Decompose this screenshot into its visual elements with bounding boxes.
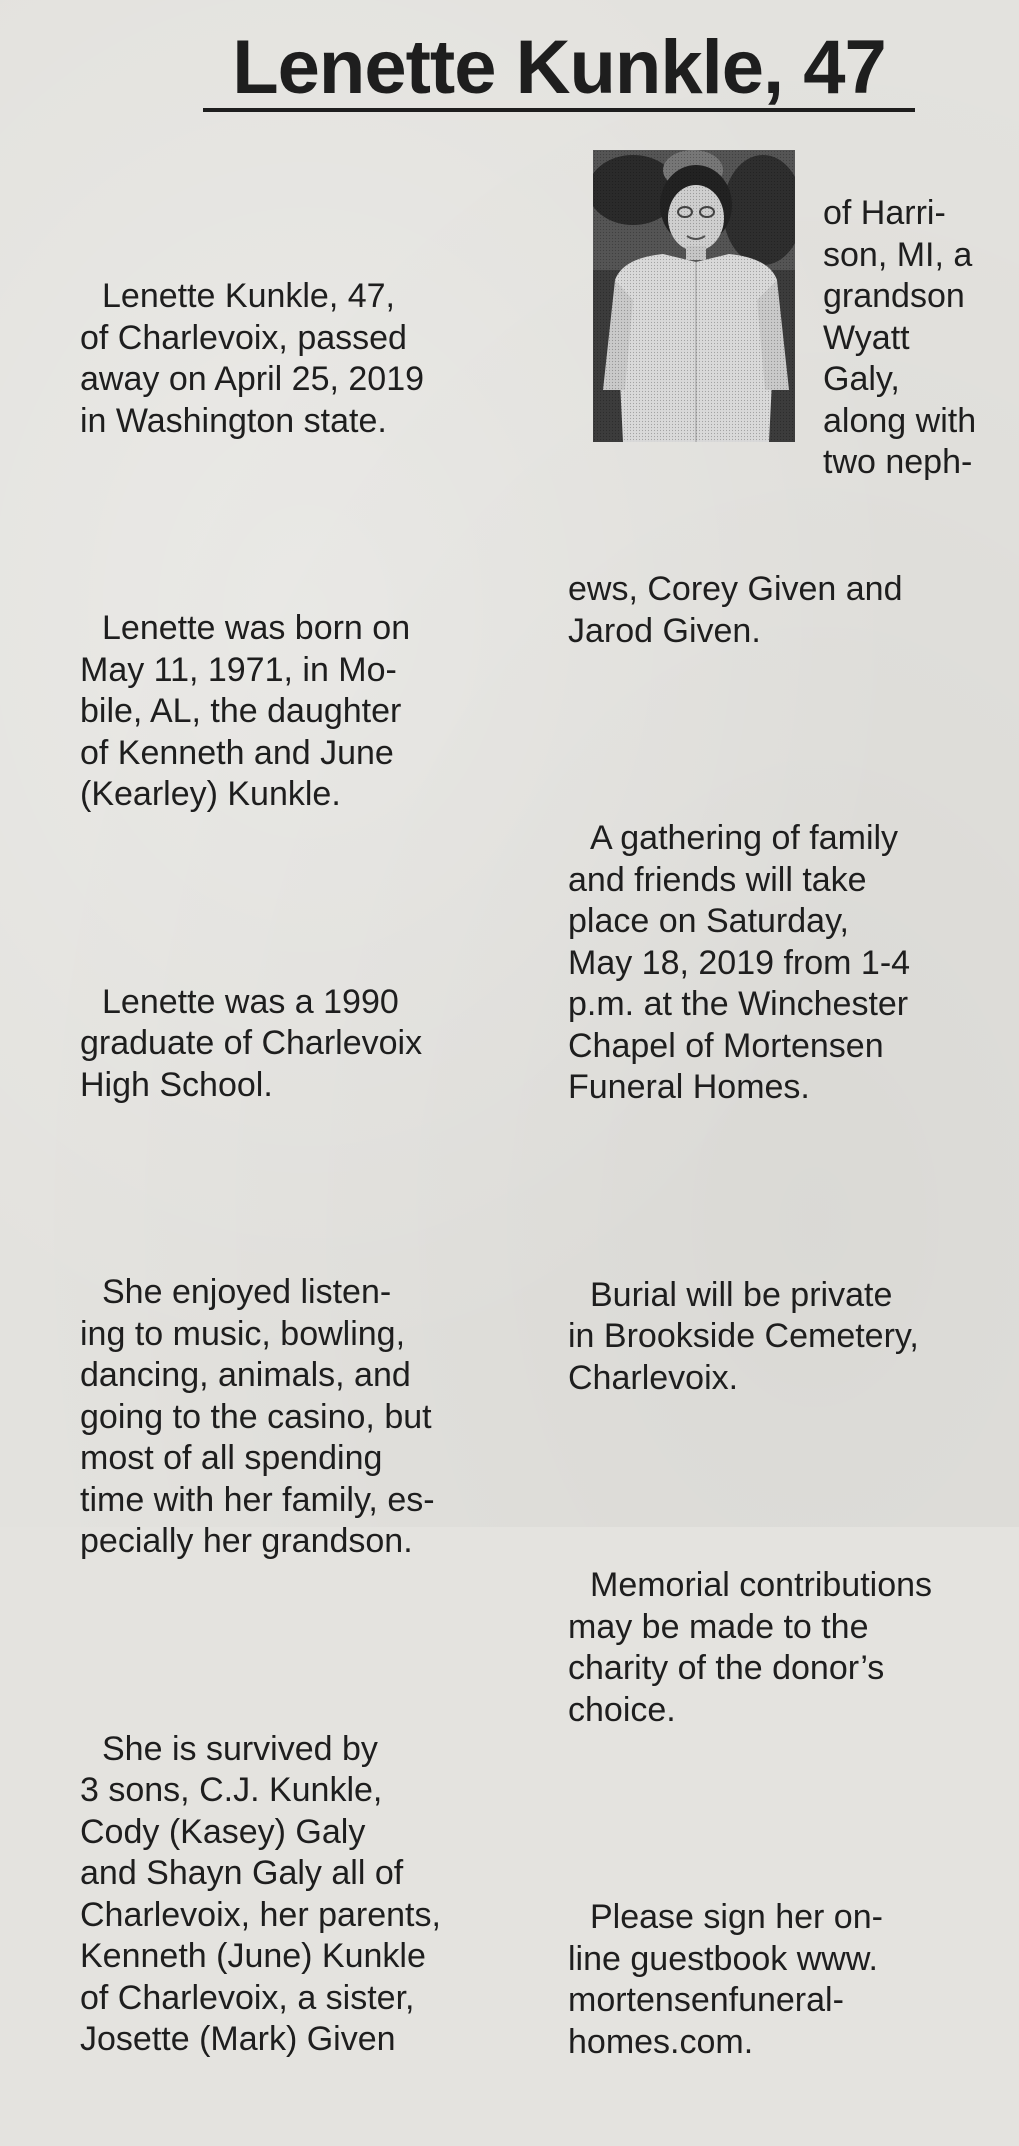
paragraph: ews, Corey Given and Jarod Given.	[568, 570, 903, 650]
page-title: Lenette Kunkle, 47	[203, 28, 915, 112]
paragraph: She is survived by 3 sons, C.J. Kunkle, Cody (Kasey) Galy and Shayn Galy all of Charlevoix, her parents, Kenneth (June) Kunkle of Charlevoix, a sister, Josette (Mark) Given	[80, 1729, 441, 2058]
paragraph: Burial will be private in Brookside Cemetery, Charlevoix.	[568, 1275, 919, 1397]
paragraph: Lenette was born on May 11, 1971, in Mo- bile, AL, the daughter of Kenneth and June (Kearley) Kunkle.	[80, 609, 411, 813]
paragraph: Lenette Kunkle, 47, of Charlevoix, passed away on April 25, 2019 in Washington state.	[80, 277, 425, 440]
portrait-photo	[593, 150, 795, 442]
article-left-column	[80, 193, 441, 2144]
paragraph: Lenette was a 1990 graduate of Charlevoix High School.	[80, 982, 423, 1104]
paragraph: She enjoyed listen- ing to music, bowling, dancing, animals, and going to the casino, but most of all spending time with her family, es- pecially her grandson.	[80, 1273, 435, 1560]
article-right-column	[568, 486, 932, 2146]
photo-wrap-text: of Harri- son, MI, a grandson Wyatt Galy, along with two neph-	[823, 194, 977, 481]
paragraph: Please sign her on- line guestbook www. mortensenfuneral- homes.com.	[568, 1898, 883, 2061]
paragraph: A gathering of family and friends will take place on Saturday, May 18, 2019 from 1-4 p.m. at the Winchester Chapel of Mortensen Funeral Homes.	[568, 819, 911, 1106]
paragraph: Memorial contributions may be made to the charity of the donor’s choice.	[568, 1566, 933, 1729]
